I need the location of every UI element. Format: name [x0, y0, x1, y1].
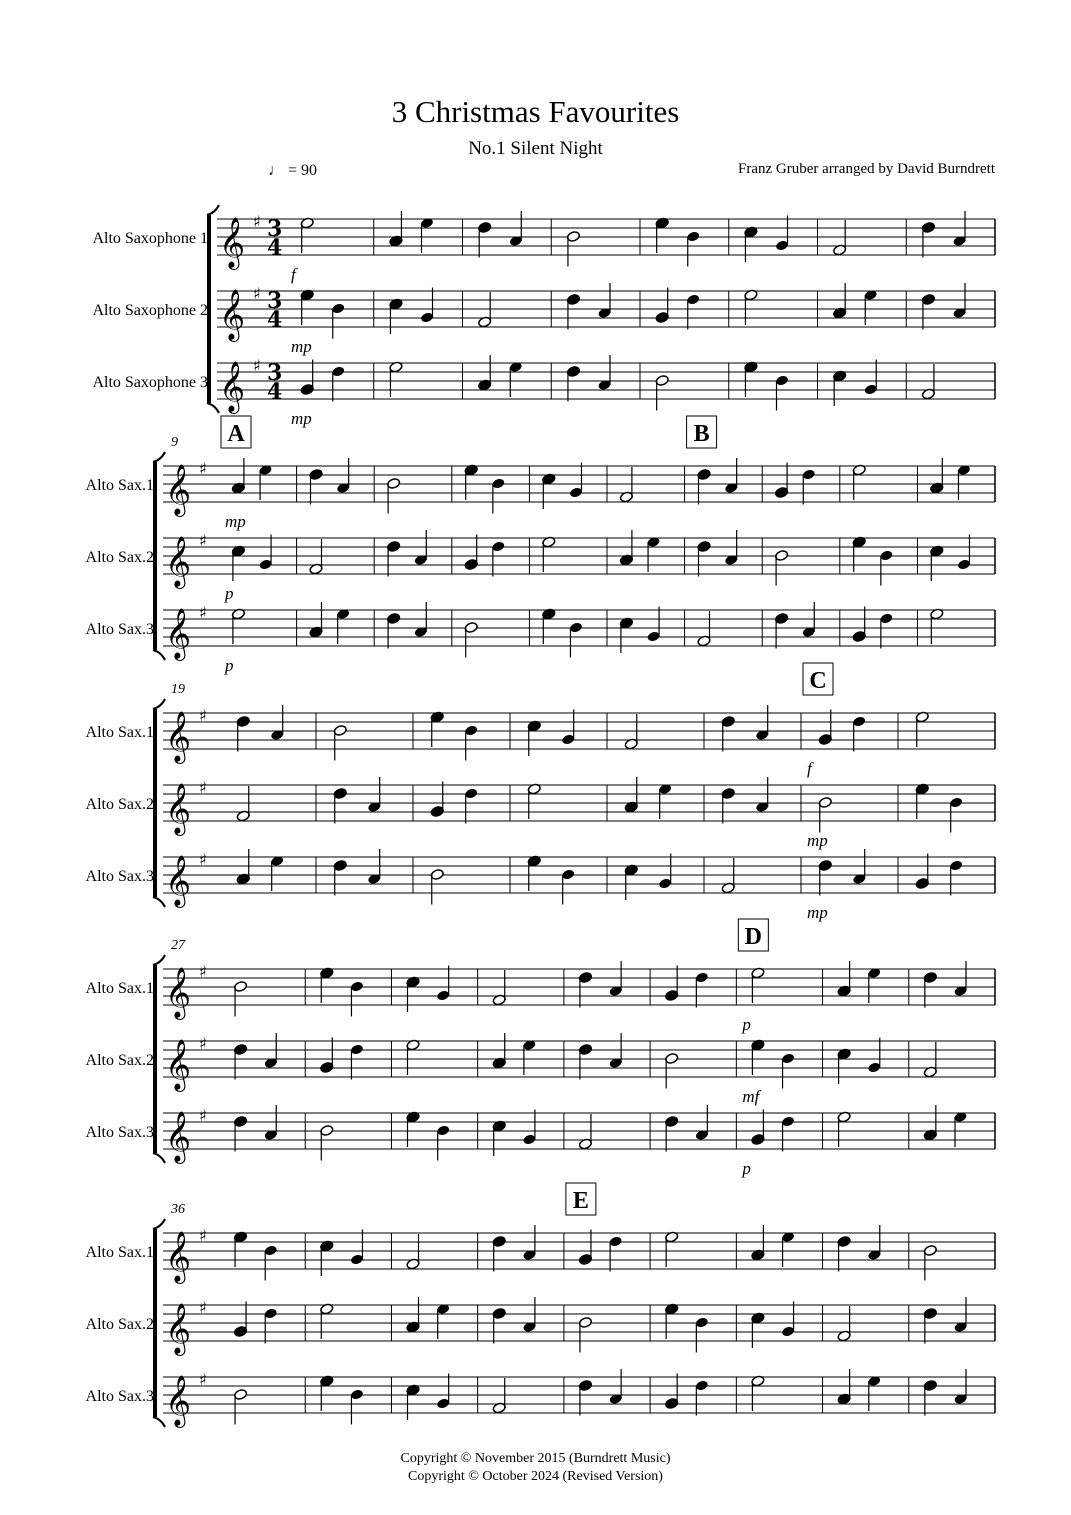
treble-clef-icon: 𝄞 — [165, 1039, 192, 1090]
sharp-icon: ♯ — [199, 531, 207, 550]
sharp-icon: ♯ — [199, 778, 207, 797]
dynamic-marking: mp — [225, 512, 246, 531]
sharp-icon: ♯ — [253, 356, 261, 375]
instrument-label: Alto Sax.3 — [85, 868, 154, 885]
bracket-bottom-hook — [153, 897, 165, 907]
dynamic-marking: f — [291, 265, 296, 284]
treble-clef-icon: 𝄞 — [219, 217, 246, 268]
instrument-label: Alto Sax.1 — [85, 724, 154, 741]
rehearsal-mark: C — [809, 668, 827, 694]
sharp-icon: ♯ — [199, 1226, 207, 1245]
instrument-label: Alto Saxophone 2 — [92, 302, 208, 319]
sharp-icon: ♯ — [253, 212, 261, 231]
bracket-top-hook — [207, 205, 219, 215]
measure-number: 19 — [171, 682, 185, 697]
instrument-label: Alto Saxophone 3 — [92, 374, 208, 391]
sharp-icon: ♯ — [199, 1106, 207, 1125]
copyright-line-2: Copyright © October 2024 (Revised Version) — [408, 1469, 663, 1484]
dynamic-marking: mp — [291, 337, 312, 356]
time-signature-top: 3 — [267, 288, 283, 314]
instrument-label: Alto Sax.3 — [85, 1388, 154, 1405]
instrument-label: Alto Sax.2 — [85, 796, 154, 813]
piece-subtitle: No.1 Silent Night — [468, 138, 603, 159]
treble-clef-icon: 𝄞 — [165, 855, 192, 906]
treble-clef-icon: 𝄞 — [219, 289, 246, 340]
bracket-top-hook — [153, 1219, 165, 1229]
instrument-label: Alto Saxophone 1 — [92, 230, 208, 247]
instrument-label: Alto Sax.2 — [85, 549, 154, 566]
time-signature-bottom: 4 — [267, 307, 283, 333]
instrument-label: Alto Sax.1 — [85, 1244, 154, 1261]
sharp-icon: ♯ — [199, 962, 207, 981]
sharp-icon: ♯ — [199, 1370, 207, 1389]
treble-clef-icon: 𝄞 — [165, 1303, 192, 1354]
instrument-label: Alto Sax.3 — [85, 621, 154, 638]
score-title: 3 Christmas Favourites — [391, 94, 680, 129]
instrument-label: Alto Sax.1 — [85, 477, 154, 494]
rehearsal-mark: A — [227, 421, 245, 447]
quarter-note-icon: ♩ — [268, 162, 284, 179]
instrument-label: Alto Sax.2 — [85, 1316, 154, 1333]
dynamic-marking: mf — [742, 1087, 760, 1106]
time-signature-bottom: 4 — [267, 235, 283, 261]
sharp-icon: ♯ — [199, 706, 207, 725]
dynamic-marking: f — [807, 759, 812, 778]
treble-clef-icon: 𝄞 — [165, 711, 192, 762]
rehearsal-mark: E — [572, 1188, 589, 1214]
dynamic-marking: p — [225, 656, 234, 675]
instrument-label: Alto Sax.3 — [85, 1124, 154, 1141]
measure-number: 27 — [171, 938, 185, 953]
bracket-bottom-hook — [153, 1417, 165, 1427]
composer-credit: Franz Gruber arranged by David Burndrett — [738, 161, 995, 177]
sharp-icon: ♯ — [199, 850, 207, 869]
time-signature-bottom: 4 — [267, 379, 283, 405]
bracket-top-hook — [153, 955, 165, 965]
treble-clef-icon: 𝄞 — [165, 608, 192, 659]
sharp-icon: ♯ — [199, 1034, 207, 1053]
instrument-label: Alto Sax.2 — [85, 1052, 154, 1069]
bracket-bottom-hook — [207, 403, 219, 413]
copyright-line-1: Copyright © November 2015 (Burndrett Music) — [400, 1451, 671, 1466]
treble-clef-icon: 𝄞 — [219, 361, 246, 412]
rehearsal-mark: B — [693, 421, 710, 447]
treble-clef-icon: 𝄞 — [165, 1231, 192, 1282]
copyright-footer — [0, 1450, 1071, 1486]
bracket-bottom-hook — [153, 1153, 165, 1163]
sharp-icon: ♯ — [199, 459, 207, 478]
dynamic-marking: mp — [291, 409, 312, 428]
dynamic-marking: p — [742, 1015, 751, 1034]
treble-clef-icon: 𝄞 — [165, 464, 192, 515]
dynamic-marking: mp — [807, 831, 828, 850]
sharp-icon: ♯ — [199, 1298, 207, 1317]
dynamic-marking: p — [225, 584, 234, 603]
measure-number: 9 — [171, 435, 178, 450]
treble-clef-icon: 𝄞 — [165, 783, 192, 834]
time-signature-top: 3 — [267, 216, 283, 242]
measure-number: 36 — [171, 1202, 185, 1217]
tempo-value: = 90 — [288, 162, 318, 179]
treble-clef-icon: 𝄞 — [165, 1111, 192, 1162]
bracket-top-hook — [153, 452, 165, 462]
bracket-top-hook — [153, 699, 165, 709]
time-signature-top: 3 — [267, 360, 283, 386]
treble-clef-icon: 𝄞 — [165, 967, 192, 1018]
treble-clef-icon: 𝄞 — [165, 536, 192, 587]
bracket-bottom-hook — [153, 650, 165, 660]
treble-clef-icon: 𝄞 — [165, 1375, 192, 1426]
rehearsal-mark: D — [744, 924, 763, 950]
dynamic-marking: p — [742, 1159, 751, 1178]
sharp-icon: ♯ — [253, 284, 261, 303]
instrument-label: Alto Sax.1 — [85, 980, 154, 997]
dynamic-marking: mp — [807, 903, 828, 922]
sharp-icon: ♯ — [199, 603, 207, 622]
